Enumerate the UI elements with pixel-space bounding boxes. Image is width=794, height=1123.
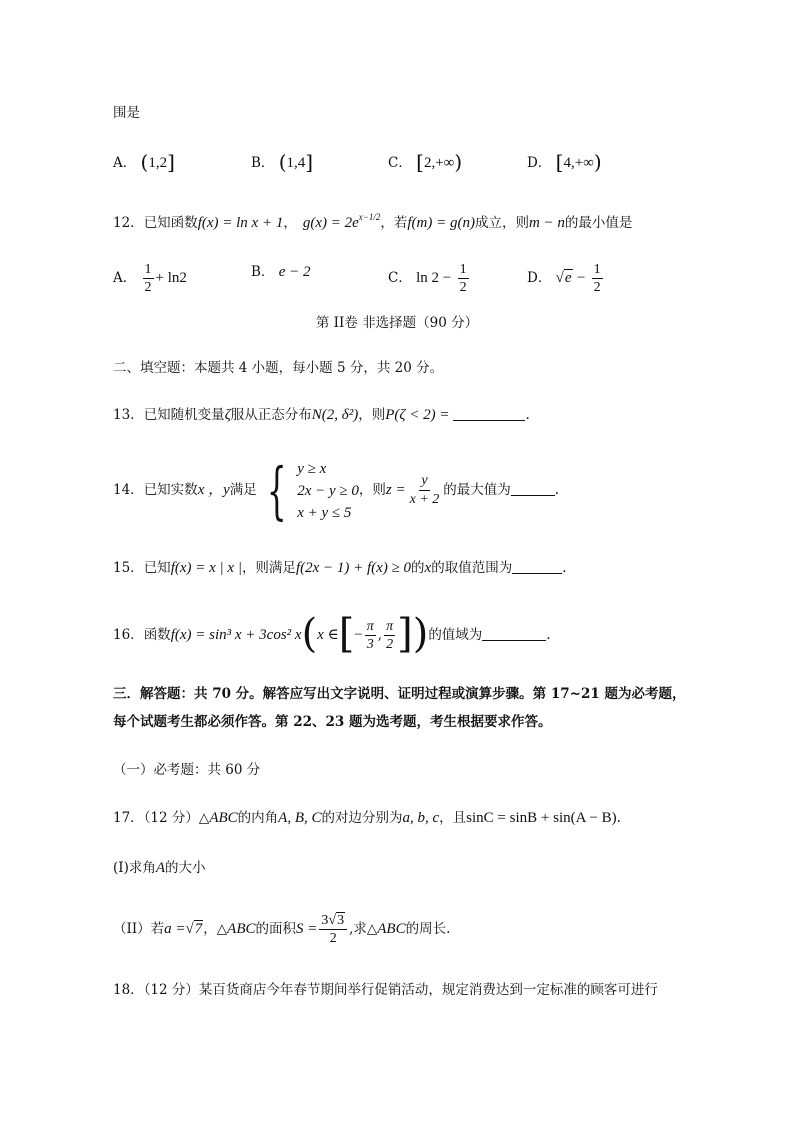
math-var: A: [155, 860, 166, 876]
question-text: 的周长.: [405, 921, 451, 937]
question-text: 满足: [229, 482, 257, 498]
question-text: 的值域为: [428, 627, 483, 643]
period: .: [554, 482, 560, 498]
question-number: 14．: [113, 482, 144, 498]
question-text: 已知: [143, 560, 171, 576]
math-expression: m − n: [528, 215, 565, 231]
triangle-symbol: △: [198, 810, 210, 826]
math-condition: f(m) = g(n): [407, 215, 475, 231]
required-header: （一）必考题：共 60 分: [113, 762, 261, 778]
q11-option-c: C． [2,+∞): [388, 150, 463, 174]
fraction: $\frac{\pi}{3}$: [366, 619, 374, 652]
question-text: 的最小值是: [564, 215, 633, 231]
question-text: 已知实数: [143, 482, 198, 498]
option-value: e − 2: [278, 264, 311, 280]
fraction: $\frac{1}{2}$: [459, 262, 467, 295]
constraint-system: { y ≥ x 2x − y ≥ 0 x + y ≤ 5: [266, 453, 359, 527]
option-value: 4,+∞: [563, 155, 594, 171]
option-label: C．: [388, 155, 412, 171]
question-text: 已知随机变量: [143, 407, 225, 423]
math-triangle: ABC: [377, 921, 406, 937]
section-title: 第 II卷 非选择题（90 分）: [315, 315, 479, 331]
question-text: 的最大值为: [443, 482, 511, 498]
period: .: [616, 810, 621, 826]
math-var: x: [424, 560, 432, 576]
math-f-def: f(x) = x | x |: [170, 560, 242, 576]
option-label: A．: [113, 270, 137, 286]
math-f-def: f(x) = ln x + 1: [197, 215, 284, 231]
sqrt-value: 7: [194, 921, 203, 937]
option-value: 2,+∞: [423, 155, 455, 171]
question-17-part-1: [113, 858, 206, 878]
period: .: [562, 560, 567, 576]
math-equation: sinC = sinB + sin(A − B): [466, 810, 617, 826]
question-text: 某百货商店今年春节期间举行促销活动，规定消费达到一定标准的顾客可进行: [198, 982, 658, 998]
question-text: ,求△: [349, 921, 378, 937]
option-label: B．: [251, 264, 275, 280]
fraction: $\frac{\pi}{2}$: [386, 619, 394, 652]
question-13: [113, 405, 530, 425]
question-text: 函数: [143, 627, 171, 643]
question-text: 求角: [128, 860, 156, 876]
constraint: 2x − y ≥ 0: [297, 482, 359, 499]
math-f-def: f(x) = sin³ x + 3cos² x: [170, 627, 302, 643]
math-triangle: ABC: [227, 921, 256, 937]
question-text: ，则满足: [241, 560, 296, 576]
answer-blank[interactable]: [512, 559, 562, 574]
question-text: ，若: [380, 215, 408, 231]
math-sides: a, b, c: [402, 810, 440, 826]
question-number: 18．: [113, 982, 144, 998]
fraction: $\frac{1}{2}$: [593, 262, 601, 295]
q11-option-d: D． [4,+∞): [527, 150, 602, 174]
answer-blank[interactable]: [453, 406, 525, 421]
math-angles: A, B, C: [278, 810, 322, 826]
solve-header-line-1: 三．解答题：共 70 分。解答应写出文字说明、证明过程或演算步骤。第 17~21 题为必考题，: [113, 686, 686, 702]
sqrt-value: e: [564, 270, 572, 286]
math-triangle: ABC: [209, 810, 238, 826]
math-inequality: f(2x − 1) + f(x) ≥ 0: [295, 560, 412, 576]
option-label: D．: [527, 270, 552, 286]
question-18: [113, 980, 658, 1000]
part-label: （II）: [113, 921, 151, 937]
question-text: 已知函数: [143, 215, 198, 231]
question-number: 13．: [113, 407, 144, 423]
question-text: ，△: [203, 921, 228, 937]
question-text: ，则: [358, 407, 386, 423]
question-text: 的: [411, 560, 425, 576]
question-text: 成立，则: [474, 215, 529, 231]
minus-sign: −: [576, 270, 586, 286]
option-label: C．: [388, 270, 412, 286]
constraint: y ≥ x: [297, 460, 327, 477]
answer-blank[interactable]: [511, 481, 555, 496]
fill-in-header: 二、填空题：本题共 4 小题，每小题 5 分，共 20 分。: [113, 360, 444, 376]
fraction: $\frac{1}{2}$: [144, 262, 152, 295]
option-value: + ln2: [155, 270, 187, 286]
q12-option-c: [388, 262, 471, 295]
option-value: ln 2 −: [416, 270, 452, 286]
question-text: ，且: [439, 810, 467, 826]
minus-sign: −: [354, 627, 363, 643]
period: .: [546, 627, 551, 643]
question-text: 的大小: [165, 860, 206, 876]
question-11-tail: 围是: [113, 105, 140, 121]
math-domain: x ∈: [317, 627, 339, 643]
option-label: B．: [251, 155, 275, 171]
option-label: D．: [527, 155, 552, 171]
solve-header-line-2: 每个试题考生都必须作答。第 22、23 题为选考题，考生根据要求作答。: [113, 714, 552, 730]
math-probability: P(ζ < 2) =: [385, 407, 450, 423]
question-text: 的面积: [255, 921, 297, 937]
q12-option-a: [113, 262, 187, 295]
q11-option-a: A． (1,2]: [113, 150, 175, 174]
math-g-exponent: x−1/2: [358, 212, 381, 222]
math-z: z =: [385, 482, 406, 498]
q12-option-d: D． √e − $\frac{1}{2}$: [527, 262, 601, 295]
question-text: 的取值范围为: [431, 560, 513, 576]
question-17-part-2: （II）若a =√7，△ABC的面积S = $\frac{3√3}{2}$ ,求△ABC的周长.: [113, 913, 451, 946]
question-text: 的对边分别为: [321, 810, 403, 826]
fraction: $\frac{3√3}{2}$: [319, 913, 347, 946]
question-text: ，则: [358, 482, 386, 498]
question-text: 若: [150, 921, 165, 937]
question-text: 服从正态分布: [230, 407, 312, 423]
question-number: 17．: [113, 810, 144, 826]
math-g-def: g(x) = 2e: [302, 215, 359, 231]
option-value: 1,2: [148, 155, 168, 171]
question-points: （12 分）: [143, 982, 199, 998]
question-17: [113, 808, 621, 828]
math-distribution: N(2, δ²): [311, 407, 359, 423]
q12-option-b: [251, 262, 311, 282]
period: .: [525, 407, 530, 423]
math-vars: x ，y: [197, 482, 230, 498]
q11-option-b: B． (1,4]: [251, 150, 314, 174]
fraction: $\frac{y}{x + 2}$: [409, 473, 440, 507]
question-points: （12 分）: [143, 810, 199, 826]
question-12: 12．已知函数f(x) = ln x + 1， $g(x) = 2e^{x-1/2}$，若f(m) = g(n)成立，则m − n的最小值是: [113, 212, 633, 231]
question-16: 16．函数f(x) = sin³ x + 3cos² x(x ∈[− $\frac{\pi}{3}$ , $\frac{\pi}{2}$ ])的值域为 .: [113, 611, 551, 657]
math-s: S =: [296, 921, 318, 937]
math-var: ζ: [224, 407, 231, 423]
math-a: a =: [164, 921, 186, 937]
answer-blank[interactable]: [482, 626, 546, 641]
question-number: 12．: [113, 215, 144, 231]
question-number: 15．: [113, 560, 144, 576]
question-text: 的内角: [237, 810, 279, 826]
constraint: x + y ≤ 5: [297, 504, 352, 521]
option-label: A．: [113, 155, 137, 171]
option-value: 1,4: [286, 155, 306, 171]
question-15: [113, 558, 567, 578]
part-label: (I): [113, 860, 129, 876]
question-number: 16．: [113, 627, 144, 643]
question-14: [113, 453, 560, 527]
